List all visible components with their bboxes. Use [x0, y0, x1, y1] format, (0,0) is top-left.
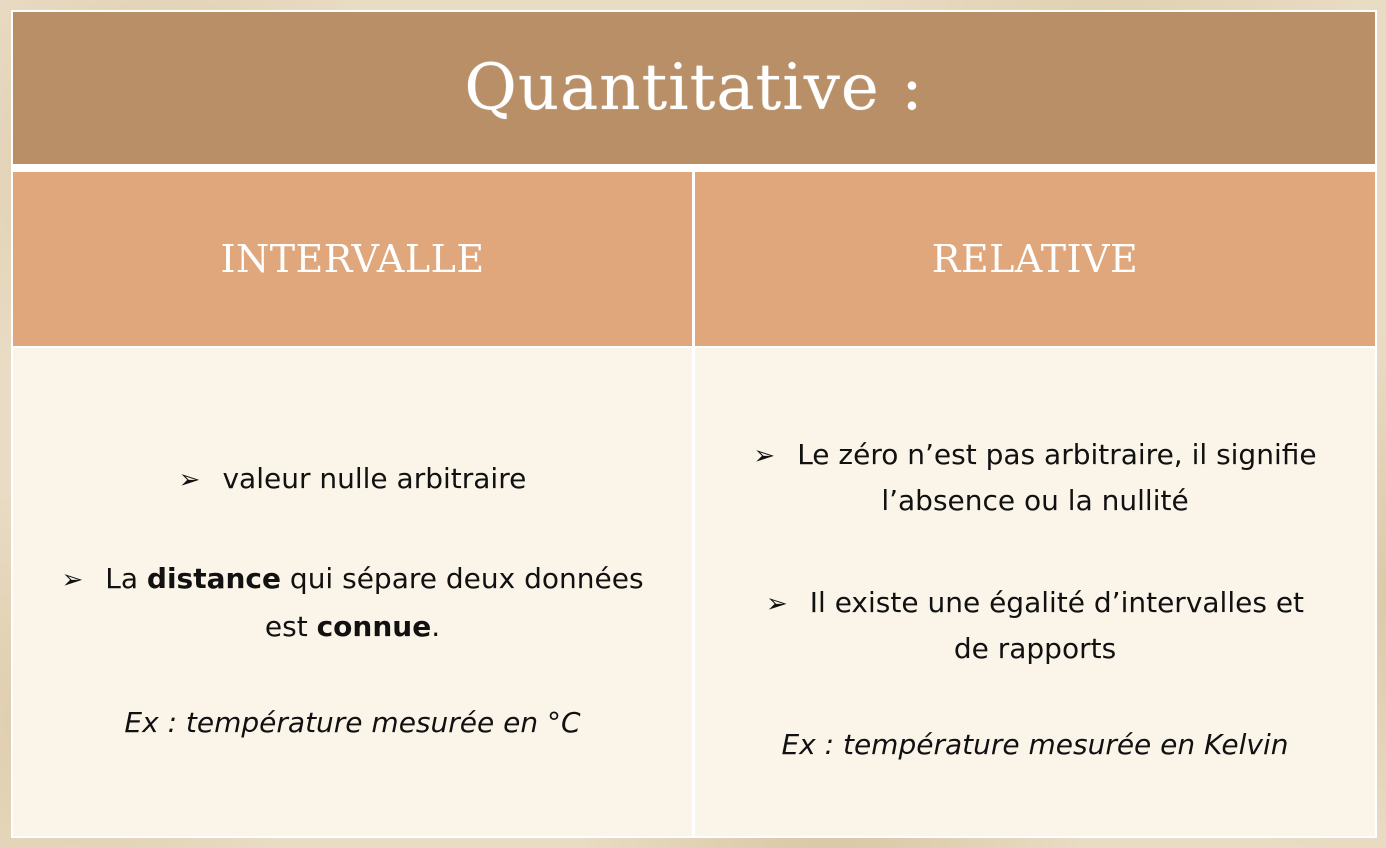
- header-intervalle: [13, 172, 692, 346]
- header-intervalle-label: INTERVALLE: [220, 237, 485, 281]
- intervalle-bullet-2-text: La: [105, 562, 147, 595]
- arrow-bullet-icon: ➢: [765, 589, 788, 619]
- list-item: [13, 556, 692, 603]
- list-item: [13, 456, 692, 503]
- list-item-continuation: [695, 626, 1375, 672]
- arrow-bullet-icon: ➢: [753, 441, 776, 471]
- list-item-continuation: [695, 478, 1375, 524]
- relative-example: Ex : température mesurée en Kelvin: [781, 728, 1289, 761]
- intervalle-bullet-2-text: .: [431, 610, 441, 643]
- arrow-bullet-icon: ➢: [178, 465, 201, 495]
- relative-bullet-1-line1: Le zéro n’est pas arbitraire, il signifie: [797, 438, 1317, 471]
- slide-title: Quantitative :: [464, 51, 924, 125]
- list-item-continuation: [13, 604, 692, 650]
- relative-bullet-2-line1: Il existe une égalité d’intervalles et: [809, 586, 1305, 619]
- cell-relative: [695, 348, 1375, 836]
- header-relative-label: RELATIVE: [931, 237, 1139, 281]
- list-item: [695, 432, 1375, 479]
- intervalle-bullet-2-text: qui sépare deux données: [281, 562, 644, 595]
- relative-bullet-2-line2: de rapports: [953, 632, 1117, 665]
- cell-intervalle: [13, 348, 692, 836]
- list-item: [695, 580, 1375, 627]
- intervalle-bullet-2-text: est: [264, 610, 317, 643]
- title-bar: [13, 12, 1375, 164]
- relative-bullet-1-line2: l’absence ou la nullité: [881, 484, 1189, 517]
- arrow-bullet-icon: ➢: [61, 565, 84, 595]
- comparison-table: [11, 10, 1377, 838]
- emphasis-distance: distance: [146, 562, 282, 595]
- header-relative: [695, 172, 1375, 346]
- intervalle-example: Ex : température mesurée en °C: [124, 706, 581, 739]
- emphasis-connue: connue: [316, 610, 432, 643]
- intervalle-bullet-1: valeur nulle arbitraire: [222, 462, 527, 495]
